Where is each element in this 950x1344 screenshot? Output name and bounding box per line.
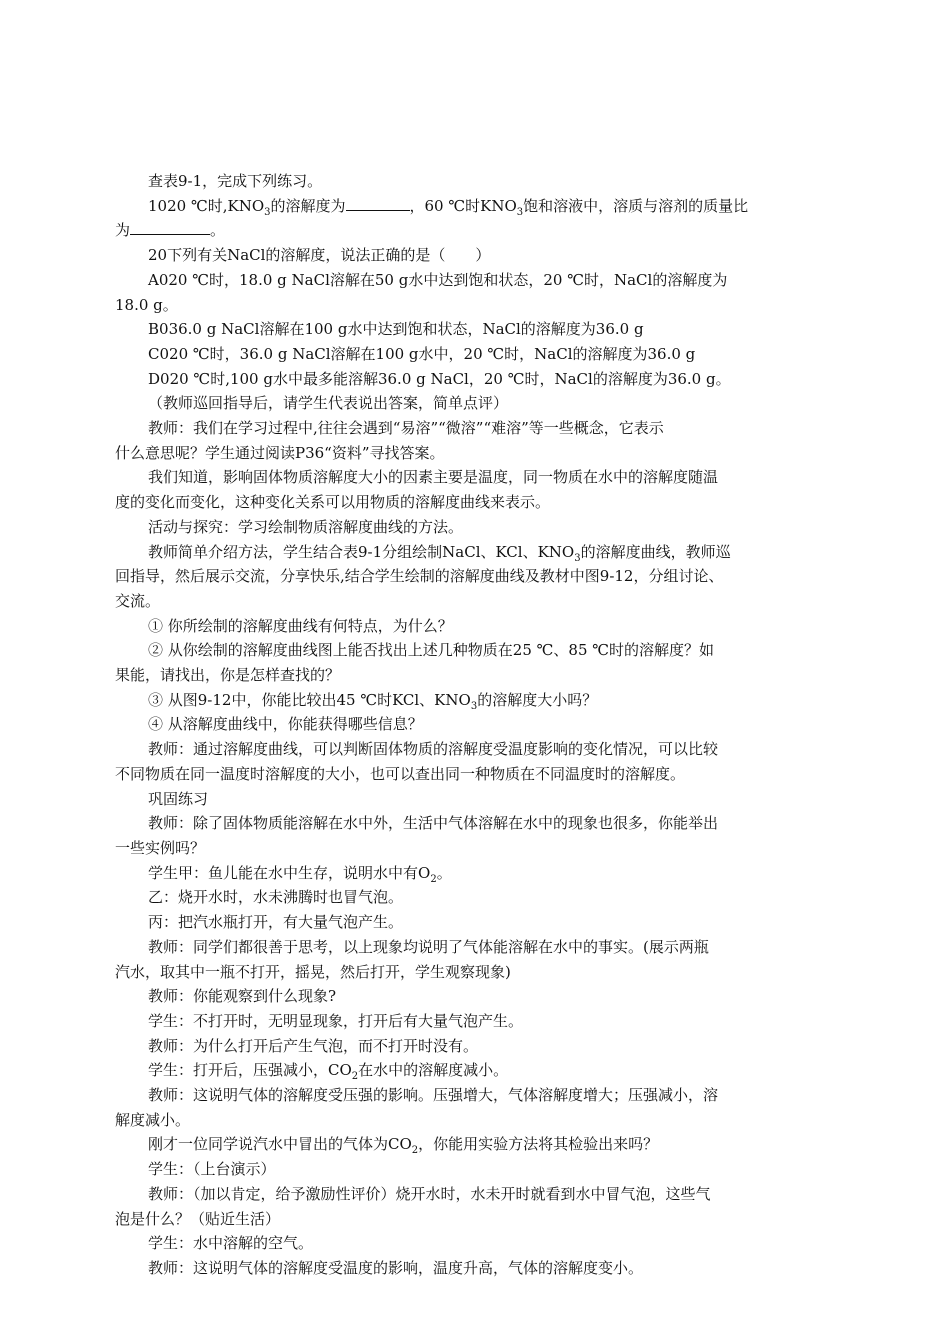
- text-line: 教师：这说明气体的溶解度受压强的影响。压强增大，气体溶解度增大；压强减小，溶: [148, 1086, 719, 1105]
- text-line: 不同物质在同一温度时溶解度的大小，也可以查出同一种物质在不同温度时的溶解度。: [115, 764, 686, 783]
- text-line: 一些实例吗？: [115, 838, 206, 857]
- text-line: 学生：不打开时，无明显现象，打开后有大量气泡产生。: [148, 1011, 524, 1030]
- text-line: （教师巡回指导后，请学生代表说出答案，简单点评）: [148, 394, 509, 413]
- document-body: [115, 169, 805, 1281]
- text-line: ③ 从图9-12中，你能比较出45 ℃时KCl、$KNO_3$的溶解度大小吗？: [148, 690, 598, 712]
- text-line: 泡是什么？（贴近生活）: [115, 1209, 281, 1228]
- text-line: 教师：这说明气体的溶解度受温度的影响，温度升高，气体的溶解度变小。: [148, 1258, 644, 1277]
- text-line: 教师：我们在学习过程中,往往会遇到“易溶”“微溶”“难溶”等一些概念，它表示: [148, 419, 664, 438]
- text-line: 度的变化而变化，这种变化关系可以用物质的溶解度曲线来表示。: [115, 493, 551, 512]
- answer-blank[interactable]: [130, 218, 210, 235]
- text-line: 我们知道，影响固体物质溶解度大小的因素主要是温度，同一物质在水中的溶解度随温: [148, 468, 719, 487]
- text-line: 教师：除了固体物质能溶解在水中外，生活中气体溶解在水中的现象也很多，你能举出: [148, 814, 719, 833]
- text-line: ② 从你绘制的溶解度曲线图上能否找出上述几种物质在25 ℃、85 ℃时的溶解度？如: [148, 641, 715, 660]
- text-line: 什么意思呢？学生通过阅读P36“资料”寻找答案。: [115, 443, 445, 462]
- text-line: 学生：（上台演示）: [148, 1160, 276, 1179]
- text-line: 为 。: [115, 218, 805, 243]
- text-line: 20下列有关NaCl的溶解度，说法正确的是（ ）: [148, 246, 491, 265]
- text-line: 教师：通过溶解度曲线，可以判断固体物质的溶解度受温度影响的变化情况，可以比较: [148, 740, 719, 759]
- text-line: 果能，请找出，你是怎样查找的？: [115, 666, 341, 685]
- text-line: 教师：（加以肯定，给予激励性评价）烧开水时，水未开时就看到水中冒气泡，这些气: [148, 1184, 711, 1203]
- text-line: 1020 ℃时$,KNO_3$的溶解度为 ，60 ℃时$KNO_3$饱和溶液中，溶质与溶剂的质量比: [115, 194, 805, 219]
- text-line: D020 ℃时,100 g水中最多能溶解36.0 g NaCl，20 ℃时，NaCl的溶解度为36.0 g。: [148, 369, 731, 388]
- text-line: C020 ℃时，36.0 g NaCl溶解在100 g水中，20 ℃时，NaCl的溶解度为36.0 g: [148, 344, 696, 363]
- text-line: ④ 从溶解度曲线中，你能获得哪些信息？: [148, 715, 423, 734]
- text-line: 教师简单介绍方法，学生结合表9-1分组绘制NaCl、KCl、$KNO_3$的溶解度曲线，教师巡: [148, 542, 731, 564]
- text-line: 教师：你能观察到什么现象?: [148, 987, 337, 1006]
- text-line: 交流。: [115, 591, 161, 610]
- text-line: 18.0 g。: [115, 295, 178, 314]
- text-line: 学生甲：鱼儿能在水中生存，说明水中有$O_2$。: [148, 863, 452, 885]
- text-line: 回指导，然后展示交流，分享快乐,结合学生绘制的溶解度曲线及教材中图9-12，分组讨论、: [115, 567, 724, 586]
- text-line: 乙：烧开水时，水未沸腾时也冒气泡。: [148, 888, 404, 907]
- text-line: 教师：为什么打开后产生气泡，而不打开时没有。: [148, 1036, 479, 1055]
- text-line: 刚才一位同学说汽水中冒出的气体为$CO_2$，你能用实验方法将其检验出来吗？: [148, 1135, 659, 1157]
- answer-blank[interactable]: [346, 194, 410, 211]
- text-line: 查表9-1，完成下列练习。: [148, 172, 323, 190]
- text-line: 活动与探究：学习绘制物质溶解度曲线的方法。: [148, 517, 464, 536]
- text-line: 丙：把汽水瓶打开，有大量气泡产生。: [148, 913, 404, 932]
- text-line: 学生：水中溶解的空气。: [148, 1234, 314, 1253]
- text-line: 教师：同学们都很善于思考，以上现象均说明了气体能溶解在水中的事实。(展示两瓶: [148, 937, 709, 956]
- text-line: 汽水，取其中一瓶不打开，摇晃，然后打开，学生观察现象): [115, 962, 511, 981]
- text-line: ① 你所绘制的溶解度曲线有何特点，为什么？: [148, 616, 453, 635]
- section-heading: 巩固练习: [148, 789, 209, 808]
- text-line: 解度减小。: [115, 1110, 191, 1129]
- text-line: B036.0 g NaCl溶解在100 g水中达到饱和状态，NaCl的溶解度为36.0 g: [148, 320, 644, 339]
- text-line: A020 ℃时，18.0 g NaCl溶解在50 g水中达到饱和状态，20 ℃时，NaCl的溶解度为: [148, 270, 728, 289]
- text-line: 学生：打开后，压强减小，$CO_2$在水中的溶解度减小。: [148, 1061, 509, 1083]
